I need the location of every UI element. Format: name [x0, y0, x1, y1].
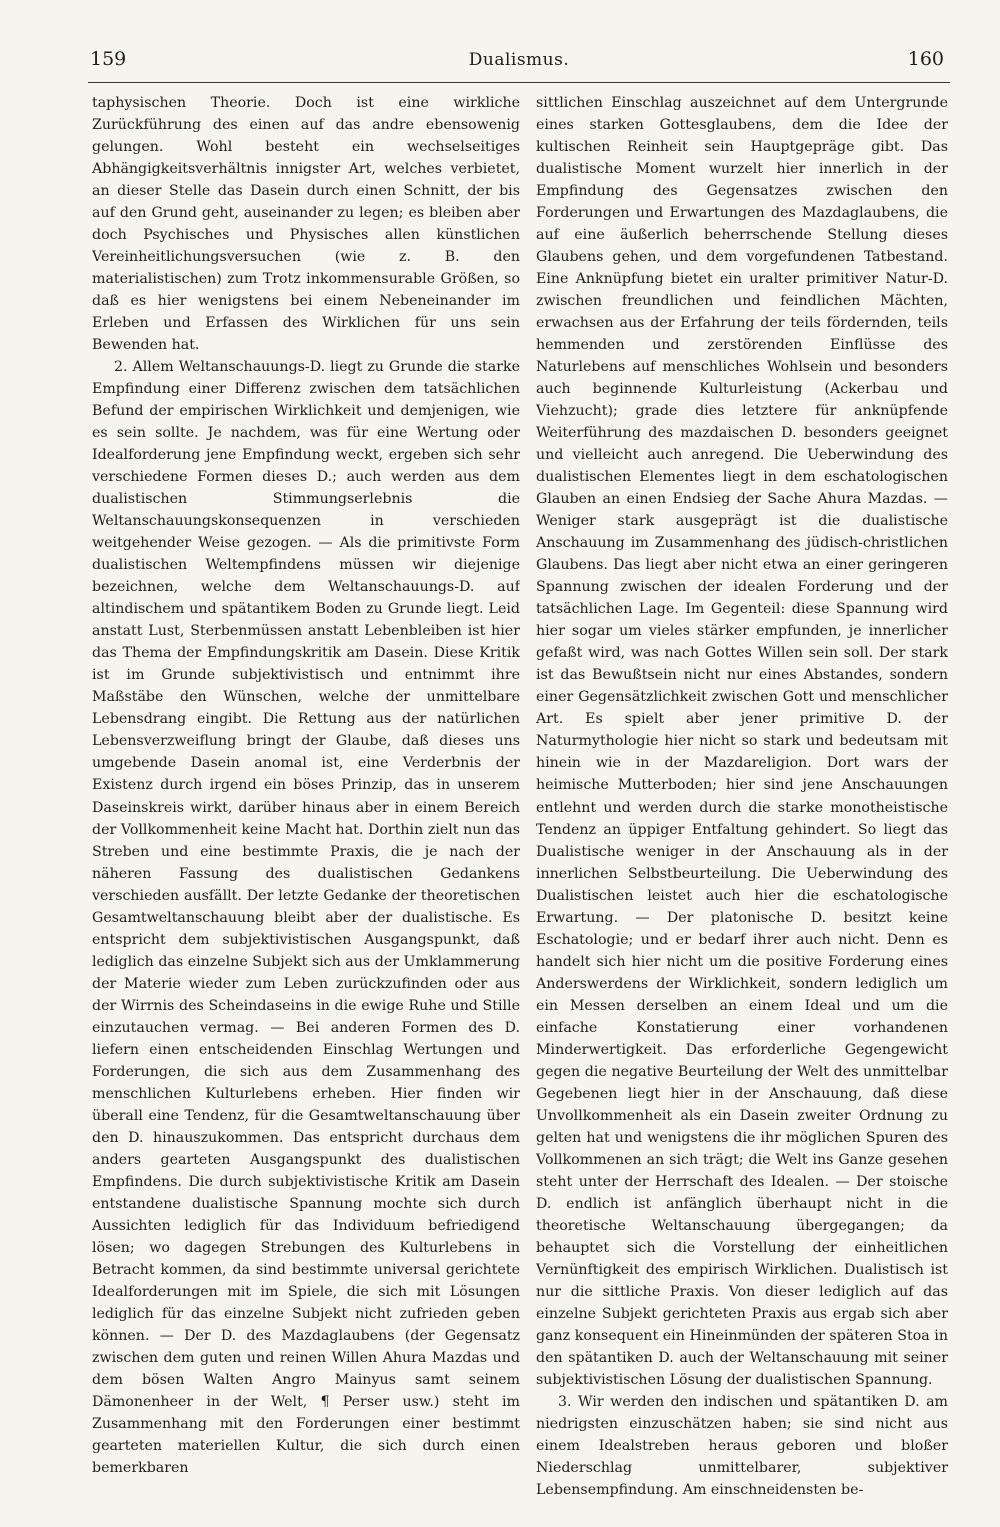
page-number-right: 160: [907, 48, 944, 70]
right-column: [536, 92, 948, 1509]
paragraph: 2. Allem Weltanschauungs-D. liegt zu Grunde die starke Empfindung einer Differenz zwischen dem tatsächlichen Befund der empirischen Wirklichkeit und demjenigen, wie es sein sollte. Je nachdem, was für eine Wertung oder Idealforderung jene Empfindung weckt, ergeben sich sehr verschiedene Formen dieses D.; auch werden aus dem dualistischen Stimmungserlebnis die Weltanschauungskonsequenzen in verschieden weitgehender Weise gezogen. — Als die primitivste Form dualistischen Weltempfindens müssen wir diejenige bezeichnen, welche dem Weltanschauungs-D. auf altindischem und spätantikem Boden zu Grunde liegt. Leid anstatt Lust, Sterbenmüssen anstatt Lebenbleiben ist hier das Thema der Empfindungskritik am Dasein. Diese Kritik ist im Grunde subjektivistisch und entnimmt ihre Maßstäbe den Wünschen, welche der unmittelbare Lebensdrang eingibt. Die Rettung aus der natürlichen Lebensverzweiflung bringt der Glaube, daß dieses uns umgebende Dasein anomal ist, eine Verderbnis der Existenz durch irgend ein böses Prinzip, das in unserem Daseinskreis wirkt, darüber hinaus aber in einem Bereich der Vollkommenheit keine Macht hat. Dorthin zielt nun das Streben und eine bestimmte Praxis, die je nach der näheren Fassung des dualistischen Gedankens verschieden ausfällt. Der letzte Gedanke der theoretischen Gesamtweltanschauung bleibt aber der dualistische. Es entspricht dem subjektivistischen Ausgangspunkt, daß lediglich das einzelne Subjekt sich aus der Umklammerung der Materie wieder zum Leben zurückzufinden oder aus der Wirrnis des Scheindaseins in die ewige Ruhe und Stille einzutauchen vermag. — Bei anderen Formen des D. liefern einen entscheidenden Einschlag Wertungen und Forderungen, die sich aus dem Zusammenhang des menschlichen Kulturlebens erheben. Hier finden wir überall eine Tendenz, für die Gesamtweltanschauung über den D. hinauszukommen. Das entspricht durchaus dem anders gearteten Ausgangspunkt des dualistischen Empfindens. Die durch subjektivistische Kritik am Dasein entstandene dualistische Spannung mochte sich durch Aussichten lediglich für das Individuum befriedigend lösen; wo dagegen Strebungen des Kulturlebens in Betracht kommen, da sind bestimmte universal gerichtete Idealforderungen mit im Spiele, die sich mit Lösungen lediglich für das einzelne Subjekt nicht zufrieden geben können. — Der D. des Mazdaglaubens (der Gegensatz zwischen dem guten und reinen Willen Ahura Mazdas und dem bösen Walten Angro Mainyus samt seinem Dämonenheer in der Welt, ¶ Perser usw.) steht im Zusammenhang mit den Forderungen einer bestimmt gearteten materiellen Kultur, die sich durch einen bemerkbaren: [92, 359, 520, 1476]
page-header: [88, 46, 950, 83]
page-number-left: 159: [90, 48, 127, 70]
left-column: [92, 92, 520, 1509]
paragraph: taphysischen Theorie. Doch ist eine wirkliche Zurückführung des einen auf das andre ebensowenig gelungen. Wohl besteht ein wechselseitiges Abhängigkeitsverhältnis innigster Art, welches verbietet, an dieser Stelle das Dasein durch einen Schnitt, der bis auf den Grund geht, auseinander zu legen; es bleiben aber doch Psychisches und Physisches allen künstlichen Vereinheitlichungsversuchen (wie z. B. den materialistischen) zum Trotz inkommensurable Größen, so daß es hier wenigstens bei einem Nebeneinander im Erleben und Erfassen des Wirklichen für uns sein Bewenden hat.: [92, 95, 520, 354]
running-title: Dualismus.: [468, 50, 570, 70]
paragraph: 3. Wir werden den indischen und spätantiken D. am niedrigsten einzuschätzen haben; sie sind nicht aus einem Idealstreben heraus geboren und bloßer Niederschlag unmittelbarer, subjektiver Lebensempfindung. Am einschneidensten be-: [536, 1393, 948, 1498]
paragraph: sittlichen Einschlag auszeichnet auf dem Untergrunde eines starken Gottesglaubens, dem die Idee der kultischen Reinheit sein Hauptgepräge gibt. Das dualistische Moment wurzelt hier innerlich in der Empfindung des Gegensatzes zwischen den Forderungen und Erwartungen des Mazdaglaubens, die auf eine äußerlich beherrschende Stellung dieses Glaubens gehen, und dem vorgefundenen Tatbestand. Eine Anknüpfung bietet ein uralter primitiver Natur-D. zwischen freundlichen und feindlichen Mächten, erwachsen aus der Erfahrung der teils fördernden, teils hemmenden und zerstörenden Einflüsse des Naturlebens auf menschliches Wohlsein und besonders auch beginnende Kulturleistung (Ackerbau und Viehzucht); grade dies letztere für anknüpfende Weiterführung des mazdaischen D. besonders geeignet und vielleicht auch anregend. Die Ueberwindung des dualistischen Elementes liegt in dem eschatologischen Glauben an einen Endsieg der Sache Ahura Mazdas. — Weniger stark ausgeprägt ist die dualistische Anschauung im Zusammenhang des jüdisch-christlichen Glaubens. Das liegt aber nicht etwa an einer geringeren Spannung zwischen der idealen Forderung und der tatsächlichen Lage. Im Gegenteil: diese Spannung wird hier sogar um vieles stärker empfunden, je innerlicher gefaßt wird, was nach Gottes Willen sein soll. Der stark ist das Bewußtsein nicht nur eines Abstandes, sondern einer Gegensätzlichkeit zwischen Gott und menschlicher Art. Es spielt aber jener primitive D. der Naturmythologie hier nicht so stark und bedeutsam mit hinein wie in der Mazdareligion. Dort wars der heimische Mutterboden; hier sind jene Anschauungen entlehnt und werden durch die starke monotheistische Tendenz an üppiger Entfaltung gehindert. So liegt das Dualistische weniger in der Anschauung als in der innerlichen Selbstbeurteilung. Die Ueberwindung des Dualistischen leistet auch hier die eschatologische Erwartung. — Der platonische D. besitzt keine Eschatologie; und er bedarf ihrer auch nicht. Denn es handelt sich hier nicht um die positive Forderung eines Anderswerdens der Wirklichkeit, sondern lediglich um ein Messen derselben an einem Ideal und um die einfache Konstatierung einer vorhandenen Minderwertigkeit. Das erforderliche Gegengewicht gegen die negative Beurteilung der Welt des unmittelbar Gegebenen liegt hier in der Anschauung, daß diese Unvollkommenheit als ein Dasein zweiter Ordnung zu gelten hat und wenigstens die ihr möglichen Spuren des Vollkommenen an sich trägt; die Welt ins Ganze gesehen steht unter der Herrschaft des Idealen. — Der stoische D. endlich ist anfänglich überhaupt nicht in die theoretische Weltanschauung übergegangen; da behauptet sich die Vorstellung der einheitlichen Vernünftigkeit des empirisch Wirklichen. Dualistisch ist nur die sittliche Praxis. Von dieser lediglich auf das einzelne Subjekt gerichteten Praxis aus ergab sich aber ganz konsequent ein Hineinmünden der späteren Stoa in den spätantiken D. auch der Weltanschauung mit seiner subjektivistischen Lösung der dualistischen Spannung.: [536, 95, 948, 1388]
